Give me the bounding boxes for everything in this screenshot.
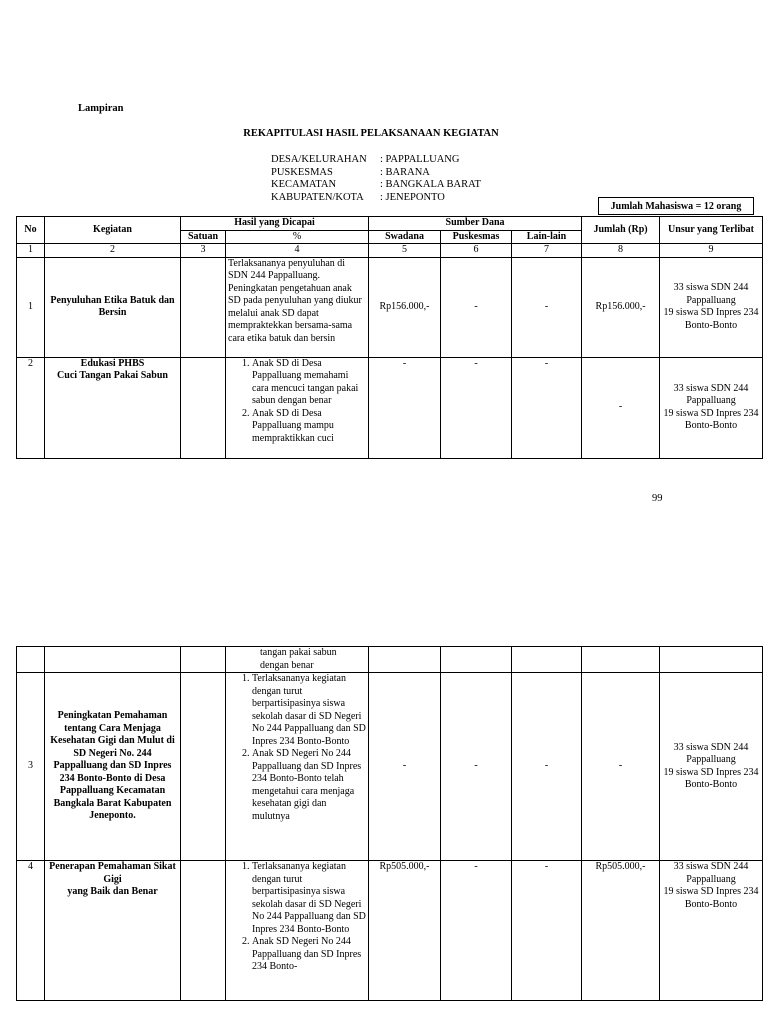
location-info	[271, 154, 481, 204]
kegiatan-cell: Penyuluhan Etika Batuk dan Bersin	[45, 257, 181, 357]
table-row	[17, 647, 763, 673]
col-puskesmas: Puskesmas	[441, 230, 512, 244]
col-hasil: Hasil yang Dicapai	[181, 217, 369, 231]
jumlah-mahasiswa-box: Jumlah Mahasiswa = 12 orang	[598, 197, 754, 215]
unsur-cell: 33 siswa SDN 244 Pappalluang 19 siswa SD Inpres 234 Bonto-Bonto	[660, 861, 763, 1001]
unsur-cell: 33 siswa SDN 244 Pappalluang 19 siswa SD Inpres 234 Bonto-Bonto	[660, 357, 763, 458]
table-row: 4 Penerapan Pemahaman Sikat Gigi yang Baik dan Benar 1. Terlaksananya kegiatan dengan turut berpartisipasinya siswa sekolah dasar di SD Negeri No 244 Pappalluang dan SD Inpres 234 Bonto-Bonto 2. Anak SD Negeri No 244 Pappalluang dan SD Inpres 234 Bonto- Rp505.000,- - - Rp505.000,- 33 siswa SDN 244 Pappalluang 19 siswa SD Inpres 234 Bonto-Bonto	[17, 861, 763, 1001]
col-unsur: Unsur yang Terlibat	[660, 217, 763, 244]
col-no: No	[17, 217, 45, 244]
col-kegiatan: Kegiatan	[45, 217, 181, 244]
table-row: 1 Penyuluhan Etika Batuk dan Bersin Terlaksananya penyuluhan di SDN 244 Pappalluang. Peningkatan pengetahuan anak SD pada penyuluhan yang diukur melalui anak SD dapat mempraktekkan bersama-sama cara etika batuk dan bersin Rp156.000,- - - Rp156.000,- 33 siswa SDN 244 Pappalluang 19 siswa SD Inpres 234 Bonto-Bonto	[17, 257, 763, 357]
table-row: 2 Edukasi PHBS Cuci Tangan Pakai Sabun 1. Anak SD di Desa Pappalluang memahami cara mencuci tangan pakai sabun dengan benar 2. Anak SD di Desa Pappalluang mampu mempraktikkan cuci - - - - 33 siswa SDN 244 Pappalluang 19 siswa SD Inpres 234 Bonto-Bonto	[17, 357, 763, 458]
col-swadana: Swadana	[369, 230, 441, 244]
page-title: REKAPITULASI HASIL PELAKSANAAN KEGIATAN	[243, 128, 499, 139]
table-row: 3 Peningkatan Pemahaman tentang Cara Menjaga Kesehatan Gigi dan Mulut di SD Negeri No. 244 Pappalluang dan SD Inpres 234 Bonto-Bonto di Desa Pappalluang Kecamatan Bangkala Barat Kabupaten Jeneponto. 1. Terlaksananya kegiatan dengan turut berpartisipasinya siswa sekolah dasar di SD Negeri No 244 Pappalluang dan SD Inpres 234 Bonto-Bonto 2. Anak SD Negeri No 244 Pappalluang dan SD Inpres 234 Bonto-Bonto telah mengetahui cara menjaga kesehatan gigi dan mulutnya - - - - 33 siswa SDN 244 Pappalluang 19 siswa SD Inpres 234 Bonto-Bonto	[17, 673, 763, 861]
hasil-cell: 1. Anak SD di Desa Pappalluang memahami cara mencuci tangan pakai sabun dengan benar 2. Anak SD di Desa Pappalluang mampu mempraktikkan cuci	[226, 357, 369, 458]
recap-table-page-1	[16, 216, 763, 459]
col-lain: Lain-lain	[512, 230, 582, 244]
page-number: 99	[652, 493, 663, 504]
kegiatan-cell: Penerapan Pemahaman Sikat Gigi yang Baik dan Benar	[45, 861, 181, 1001]
hasil-cell: Terlaksananya penyuluhan di SDN 244 Pappalluang. Peningkatan pengetahuan anak SD pada penyuluhan yang diukur melalui anak SD dapat mempraktekkan bersama-sama cara etika batuk dan bersin	[226, 257, 369, 357]
continuation-cell: tangan pakai sabun dengan benar	[226, 647, 369, 673]
kegiatan-cell: Peningkatan Pemahaman tentang Cara Menjaga Kesehatan Gigi dan Mulut di SD Negeri No. 244 Pappalluang dan SD Inpres 234 Bonto-Bonto di Desa Pappalluang Kecamatan Bangkala Barat Kabupaten Jeneponto.	[45, 673, 181, 861]
header-row-1	[17, 217, 763, 231]
kegiatan-cell: Edukasi PHBS Cuci Tangan Pakai Sabun	[45, 357, 181, 458]
col-jumlah: Jumlah (Rp)	[582, 217, 660, 244]
info-row-kabupaten: KABUPATEN/KOTA : JENEPONTO	[271, 191, 445, 203]
recap-table-page-2	[16, 646, 763, 1001]
info-row-puskesmas: PUSKESMAS : BARANA	[271, 166, 430, 178]
hasil-cell: 1. Terlaksananya kegiatan dengan turut berpartisipasinya siswa sekolah dasar di SD Negeri No 244 Pappalluang dan SD Inpres 234 Bonto-Bonto 2. Anak SD Negeri No 244 Pappalluang dan SD Inpres 234 Bonto-	[226, 861, 369, 1001]
col-satuan: Satuan	[181, 230, 226, 244]
hasil-cell: 1. Terlaksananya kegiatan dengan turut berpartisipasinya siswa sekolah dasar di SD Negeri No 244 Pappalluang dan SD Inpres 234 Bonto-Bonto 2. Anak SD Negeri No 244 Pappalluang dan SD Inpres 234 Bonto-Bonto telah mengetahui cara menjaga kesehatan gigi dan mulutnya	[226, 673, 369, 861]
col-sumber-dana: Sumber Dana	[369, 217, 582, 231]
header-number-row: 1 2 3 4 5 6 7 8 9	[17, 244, 763, 258]
lampiran-label: Lampiran	[78, 103, 124, 114]
col-persen: %	[226, 230, 369, 244]
unsur-cell: 33 siswa SDN 244 Pappalluang 19 siswa SD Inpres 234 Bonto-Bonto	[660, 673, 763, 861]
info-row-desa: DESA/KELURAHAN : PAPPALLUANG	[271, 154, 460, 165]
info-row-kecamatan: KECAMATAN : BANGKALA BARAT	[271, 179, 481, 191]
unsur-cell: 33 siswa SDN 244 Pappalluang 19 siswa SD Inpres 234 Bonto-Bonto	[660, 257, 763, 357]
